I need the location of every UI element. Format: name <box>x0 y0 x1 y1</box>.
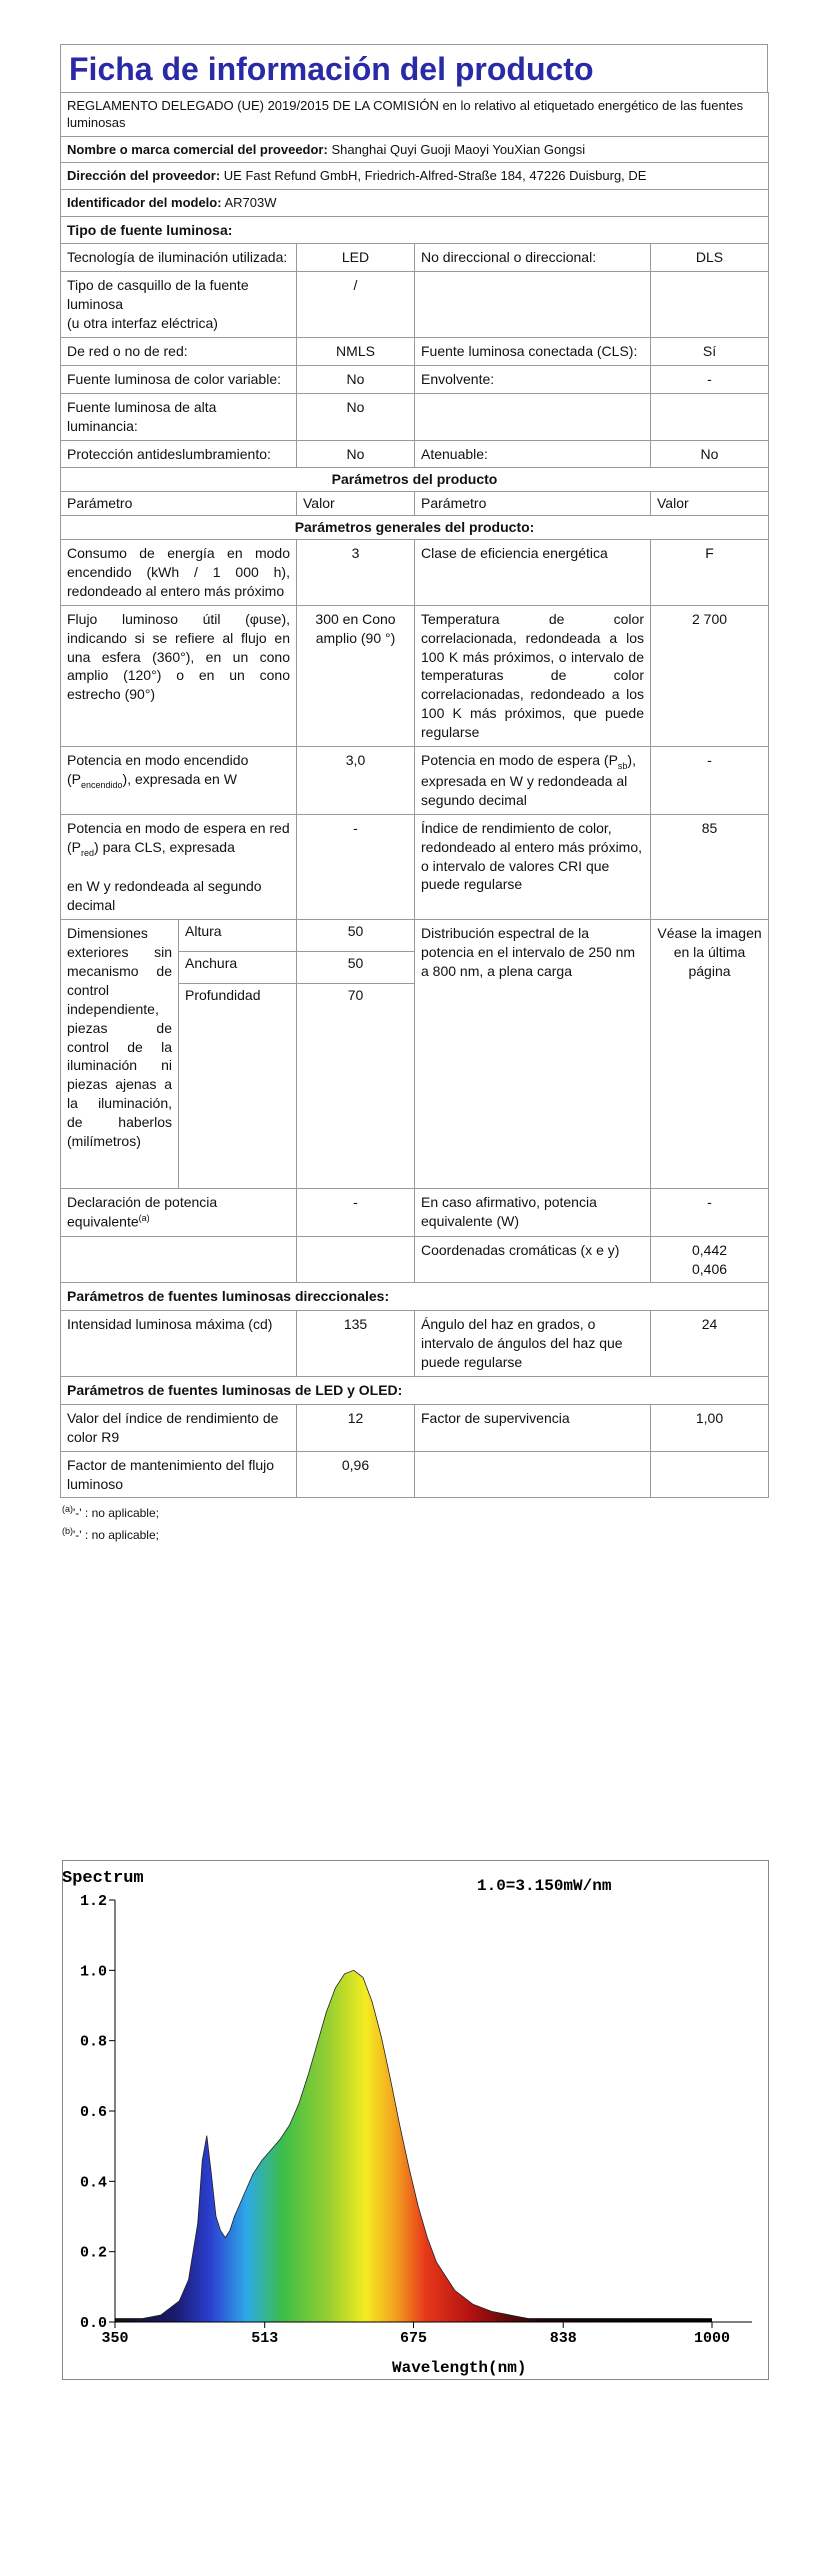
directional-value: 24 <box>651 1311 769 1377</box>
source-label: Fuente luminosa de color variable: <box>61 365 297 393</box>
source-value <box>651 393 769 440</box>
x-axis-label: Wavelength(nm) <box>392 2359 527 2377</box>
dimension-value: 70 <box>297 984 415 1189</box>
source-value: LED <box>297 244 415 272</box>
supplier-address-label: Dirección del proveedor: <box>67 168 221 184</box>
general-label: Potencia en modo de espera en red $(P_{red})$ para CLS, expresada en W y redondeada al segundo decimal <box>61 814 297 920</box>
spectral-value: Véase la imagen en la última página <box>651 920 769 1189</box>
source-value: No <box>297 393 415 440</box>
directional-header: Parámetros de fuentes luminosas direccionales: <box>61 1283 769 1311</box>
led-value: 1,00 <box>651 1404 769 1451</box>
dimension-name: Profundidad <box>179 984 297 1189</box>
led-value: 12 <box>297 1404 415 1451</box>
x-tick-label: 675 <box>399 2330 428 2347</box>
led-label <box>415 1451 651 1498</box>
general-label: Temperatura de color correlacionada, redondeada a los 100 K más próximos, o intervalo de temperaturas de color correlacionadas, redondeado a los 100 K más próximos, que puede regularse <box>415 605 651 746</box>
general-value: 300 en Cono amplio (90 °) <box>297 605 415 746</box>
x-tick-label: 1000 <box>693 2330 731 2347</box>
source-value: No <box>297 365 415 393</box>
source-type-header: Tipo de fuente luminosa: <box>61 216 769 244</box>
led-label: Factor de mantenimiento del flujo luminoso <box>61 1451 297 1498</box>
general-label: Potencia en modo encendido $(P_{encendido})$, expresada en W <box>61 747 297 815</box>
general-label: Consumo de energía en modo encendido (kWh / 1 000 h), redondeado al entero más próximo <box>61 540 297 606</box>
source-label: Tecnología de iluminación utilizada: <box>61 244 297 272</box>
source-label: Envolvente: <box>415 365 651 393</box>
source-value: NMLS <box>297 337 415 365</box>
source-value: No <box>651 440 769 468</box>
model-id-row <box>61 189 769 216</box>
led-value: 0,96 <box>297 1451 415 1498</box>
source-value: / <box>297 272 415 338</box>
footnote: $^{(b)}$'-' : no aplicable; <box>62 1525 159 1542</box>
equiv-power-label: Declaración de potencia equivalente$^{(a)}$ <box>61 1189 297 1236</box>
chroma-label: Coordenadas cromáticas (x e y) <box>415 1236 651 1283</box>
general-value: - <box>651 747 769 815</box>
empty-cell <box>297 1236 415 1283</box>
column-header: Valor <box>651 492 769 516</box>
dimension-name: Altura <box>179 920 297 952</box>
directional-value: 135 <box>297 1311 415 1377</box>
empty-cell <box>61 1236 297 1283</box>
supplier-name-value: Shanghai Quyi Guoji Maoyi YouXian Gongsi <box>331 141 586 157</box>
general-label: Potencia en modo de espera $(P_{sb})$, expresada en W y redondeada al segundo decimal <box>415 747 651 815</box>
general-value: F <box>651 540 769 606</box>
dimension-name: Anchura <box>179 952 297 984</box>
general-label: Clase de eficiencia energética <box>415 540 651 606</box>
spectrum-chart <box>62 1860 769 2380</box>
footnotes <box>60 1498 768 1548</box>
led-value <box>651 1451 769 1498</box>
column-header: Parámetro <box>61 492 297 516</box>
directional-label: Intensidad luminosa máxima (cd) <box>61 1311 297 1377</box>
supplier-name-row <box>61 136 769 163</box>
directional-label: Ángulo del haz en grados, o intervalo de ángulos del haz que puede regularse <box>415 1311 651 1377</box>
source-label: Atenuable: <box>415 440 651 468</box>
source-label <box>415 272 651 338</box>
general-value: 2 700 <box>651 605 769 746</box>
source-label: No direccional o direccional: <box>415 244 651 272</box>
y-tick-label: 0.2 <box>79 2244 107 2262</box>
column-header: Valor <box>297 492 415 516</box>
led-header: Parámetros de fuentes luminosas de LED y OLED: <box>61 1377 769 1405</box>
x-tick-label: 838 <box>549 2330 577 2347</box>
info-table <box>60 92 769 1499</box>
general-value: 3 <box>297 540 415 606</box>
regulation-text: REGLAMENTO DELEGADO (UE) 2019/2015 DE LA COMISIÓN en lo relativo al etiquetado energético de las fuentes luminosas <box>61 92 769 136</box>
source-value <box>651 272 769 338</box>
x-tick-label: 513 <box>251 2330 279 2347</box>
source-value: - <box>651 365 769 393</box>
source-label: Fuente luminosa conectada (CLS): <box>415 337 651 365</box>
led-label: Factor de supervivencia <box>415 1404 651 1451</box>
source-label: Fuente luminosa de alta luminancia: <box>61 393 297 440</box>
source-value: No <box>297 440 415 468</box>
chart-title: Spectrum <box>62 1869 144 1888</box>
y-tick-label: 0.4 <box>79 2174 107 2192</box>
params-header: Parámetros del producto <box>61 468 769 492</box>
supplier-address-row <box>61 163 769 190</box>
led-label: Valor del índice de rendimiento de color R9 <box>61 1404 297 1451</box>
source-label: Tipo de casquillo de la fuente luminosa (u otra interfaz eléctrica) <box>61 272 297 338</box>
product-sheet <box>60 44 768 1549</box>
general-label: Índice de rendimiento de color, redondeado al entero más próximo, o intervalo de valores CRI que puede regularse <box>415 814 651 920</box>
general-label: Flujo luminoso útil (φuse), indicando si se refiere al flujo en una esfera (360°), en un cono amplio (120°) o en un cono estrecho (90°) <box>61 605 297 746</box>
supplier-address-value: UE Fast Refund GmbH, Friedrich-Alfred-Straße 184, 47226 Duisburg, DE <box>223 168 647 184</box>
dimension-value: 50 <box>297 920 415 952</box>
general-header: Parámetros generales del producto: <box>61 516 769 540</box>
column-header: Parámetro <box>415 492 651 516</box>
footnote: $^{(a)}$'-' : no aplicable; <box>62 1504 159 1521</box>
supplier-name-label: Nombre o marca comercial del proveedor: <box>67 141 328 157</box>
equiv-power-w-value: - <box>651 1189 769 1236</box>
dimension-value: 50 <box>297 952 415 984</box>
chroma-value: 0,442 0,406 <box>651 1236 769 1283</box>
spectral-label: Distribución espectral de la potencia en el intervalo de 250 nm a 800 nm, a plena carga <box>415 920 651 1189</box>
general-value: 85 <box>651 814 769 920</box>
source-label <box>415 393 651 440</box>
y-tick-label: 0.0 <box>79 2315 107 2332</box>
page-title: Ficha de información del producto <box>60 44 768 92</box>
dimensions-label: Dimensiones exteriores sin mecanismo de control independiente, piezas de control de la iluminación ni piezas ajenas a la iluminación, de haberlos (milímetros) <box>61 920 179 1189</box>
y-tick-label: 1.0 <box>79 1963 107 1981</box>
chart-subtitle: 1.0=3.150mW/nm <box>477 1877 612 1895</box>
spectrum-svg <box>62 1860 769 2380</box>
source-label: Protección antideslumbramiento: <box>61 440 297 468</box>
general-value: - <box>297 814 415 920</box>
source-value: DLS <box>651 244 769 272</box>
model-id-label: Identificador del modelo: <box>67 194 222 210</box>
general-value: 3,0 <box>297 747 415 815</box>
y-tick-label: 1.2 <box>79 1893 107 1910</box>
source-label: De red o no de red: <box>61 337 297 365</box>
x-tick-label: 350 <box>101 2330 129 2347</box>
source-value: Sí <box>651 337 769 365</box>
equiv-power-value: - <box>297 1189 415 1236</box>
model-id-value: AR703W <box>224 194 277 210</box>
equiv-power-w-label: En caso afirmativo, potencia equivalente (W) <box>415 1189 651 1236</box>
y-tick-label: 0.8 <box>79 2033 107 2051</box>
y-tick-label: 0.6 <box>79 2104 107 2121</box>
